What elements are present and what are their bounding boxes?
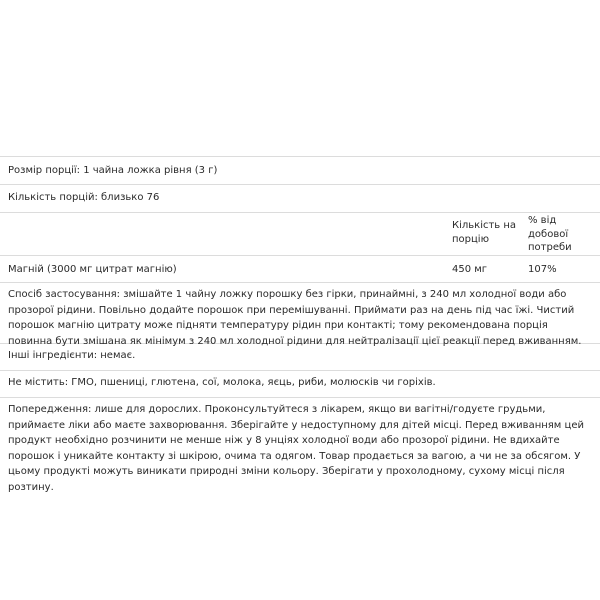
amount-per-serving-header: Кількість на порцію xyxy=(452,220,517,245)
serving-size: Розмір порції: 1 чайна ложка рівня (3 г) xyxy=(8,165,218,176)
warnings: Попередження: лише для дорослих. Проконсультуйтеся з лікарем, якщо ви вагітні/годуєте грудьми, приймаєте ліки або маєте захворювання. Зберігайте у недоступному для дітей місці. Перед вживанням цей продукт необхідно розчинити не менше ніж у 8 унціях холодної води або прозорої рідини. Не вдихайте порошок і уникайте контакту зі шкірою, очима та одягом. Товар продається за вагою, а чи не за обсягом. У цьому продукті можуть виникати природні зміни кольору. Зберігати у прохолодному, сухому місці після розтину. xyxy=(8,404,584,493)
nutrient-name: Магній (3000 мг цитрат магнію) xyxy=(8,264,177,275)
nutrient-row xyxy=(0,256,600,282)
servings-per-container: Кількість порцій: близько 76 xyxy=(8,192,160,203)
daily-value-header: % від добової потреби xyxy=(528,215,572,253)
free-of-statement: Не містить: ГМО, пшениці, глютена, сої, молока, яєць, риби, молюсків чи горіхів. xyxy=(8,377,436,388)
nutrient-amount: 450 мг xyxy=(452,264,488,275)
nutrient-daily-value: 107% xyxy=(528,264,557,275)
usage-instructions: Спосіб застосування: змішайте 1 чайну ложку порошку без гірки, принаймні, з 240 мл холодної води або прозорої рідини. Повільно додайте порошок при перемішуванні. Приймати раз на день під час їжі. Чистий порошок магнію цитрату може підняти температуру рідин при контакті; тому рекомендована порція повинна бути змішана як мінімум з 240 мл холодної рідини для нейтралізації цієї реакції перед вживанням. xyxy=(8,289,582,347)
supplement-facts-label xyxy=(0,156,600,501)
nutrient-table-header xyxy=(0,213,600,255)
other-ingredients: Інші інгредієнти: немає. xyxy=(8,350,136,361)
